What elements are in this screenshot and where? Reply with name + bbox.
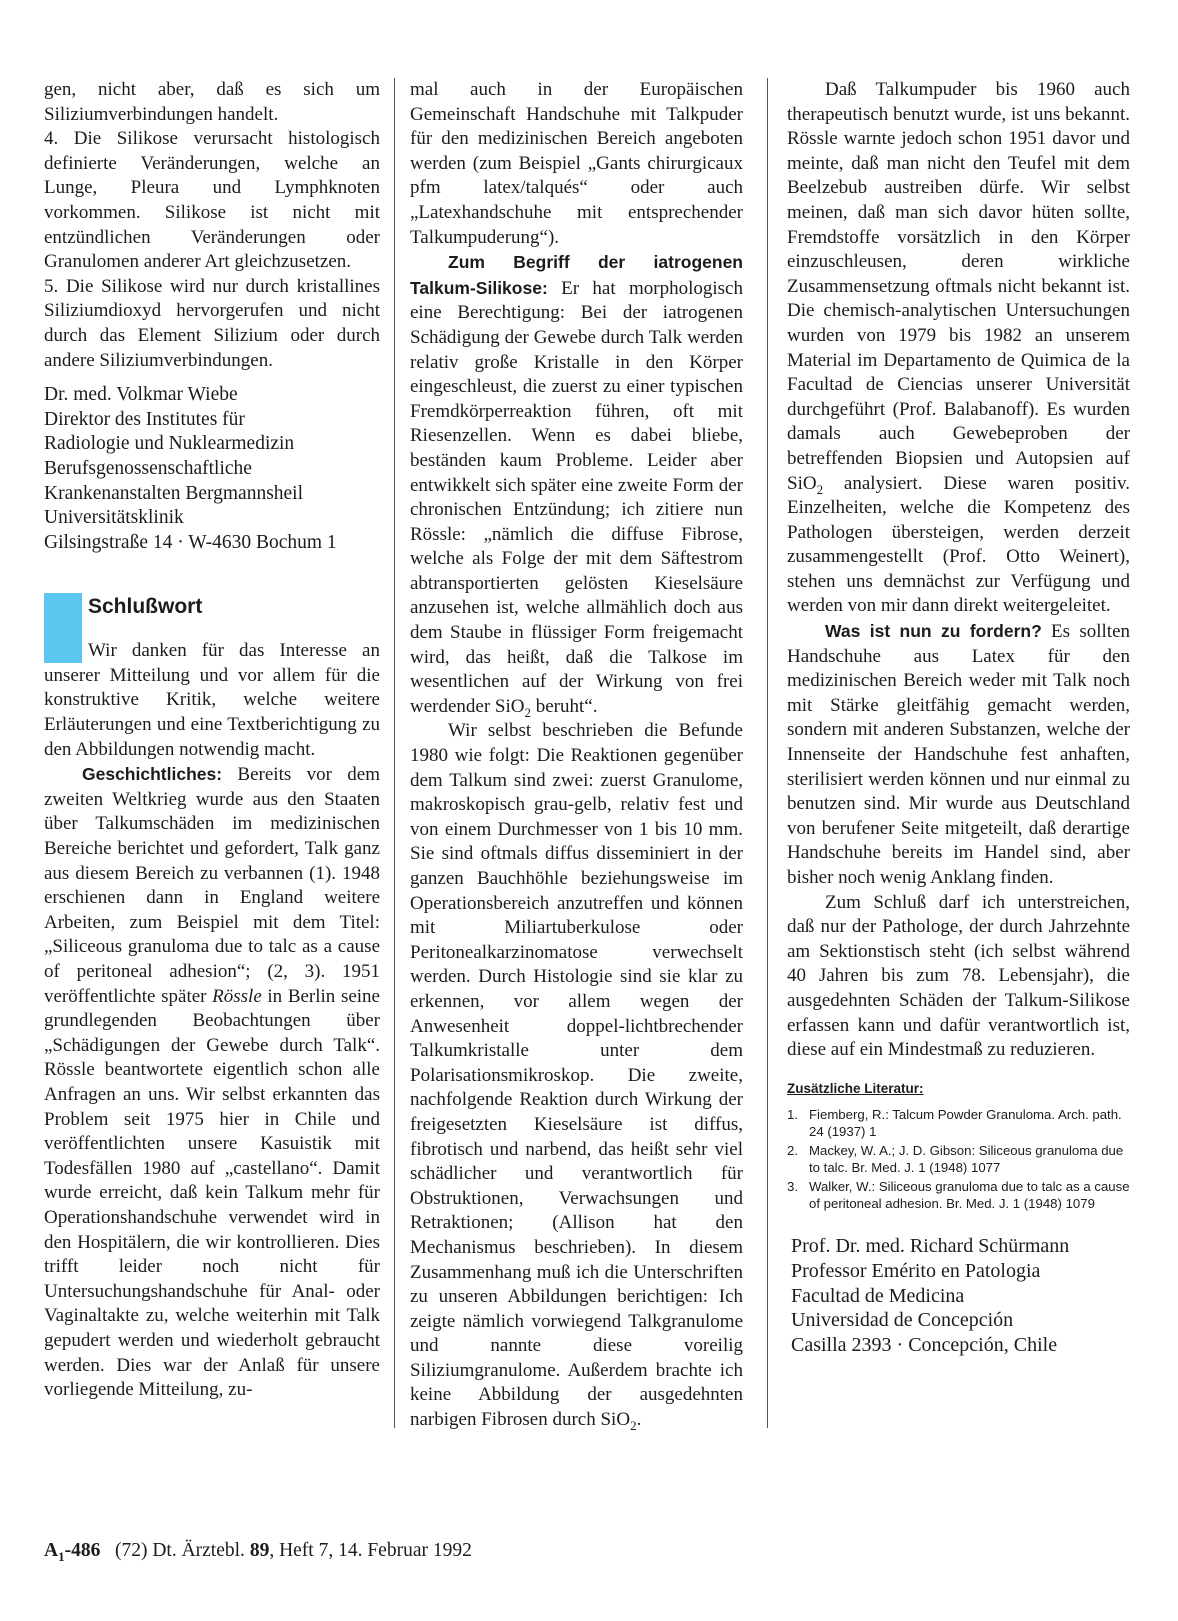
column-2 xyxy=(410,78,743,1433)
reference-text: Walker, W.: Siliceous granuloma due to talc as a cause of peritoneal adhesion. Br. Med. J. 1 (1948) 1079 xyxy=(809,1179,1130,1211)
signature-line: Facultad de Medicina xyxy=(791,1284,965,1307)
signature-line: Dr. med. Volkmar Wiebe xyxy=(44,384,238,406)
signature-line: Universitätsklinik xyxy=(44,507,184,529)
signature-line: Krankenanstalten Bergmannsheil xyxy=(44,482,304,504)
reference-number: 2. xyxy=(787,1143,798,1159)
paragraph: gen, nicht aber, daß es sich um Siliziumverbindungen handelt. xyxy=(44,79,380,125)
references-list xyxy=(787,1107,1130,1212)
paragraph: 5. Die Silikose wird nur durch kristallines Siliziumdioxyd hervorgerufen und nicht durch das Element Silizium oder durch andere Siliziumverbindungen. xyxy=(44,275,380,371)
paragraph: Zum Begriff der iatrogenen Talkum-Silikose: Er hat morphologisch eine Berechtigung: Bei der iatrogenen Schädigung der Gewebe durch Talk werden relativ große Kristalle in den Körper eingeschleust, die zuerst zu einer typischen Fremdkörperreaktion führen, oft mit Riesenzellen. Wenn es dabei bliebe, beständen kaum Probleme. Leider aber entwikkelt sich später eine zweite Form der chronischen Entzündung; ich zitiere nun Rössle: „nämlich die diffuse Fibrose, welche als Folge der mit dem Säftestrom abtransportierten gelösten Kieselsäure anzusehen ist, welche allmählich doch aus dem Staube in flüssiger Form freigemacht wird, das heißt, daß die Talkose im wesentlichen auf der Wirkung von frei werdender SiO$_2$ beruht“. xyxy=(410,252,743,720)
reference-number: 1. xyxy=(787,1107,798,1123)
paragraph: Wir selbst beschrieben die Befunde 1980 wie folgt: Die Reaktionen gegenüber dem Talkum sind zwei: zuerst Granulome, makroskopisch grau-gelb, relativ fest und von einem Durchmesser von 1 bis 10 mm. Sie sind oftmals diffus disseminiert in der ganzen Bauchhöhle beziehungsweise im Operationsbereich anzutreffen und können mit Miliartuberkulose oder Peritonealkarzinomatose verwechselt werden. Durch Histologie sind sie klar zu erkennen, vor allem wegen der Anwesenheit doppel-lichtbrechender Talkumkristalle unter dem Polarisationsmikroskop. Die zweite, nachfolgende Reaktion durch Wirkung der freigesetzten Kieselsäure ist diffus, fibrotisch und narbend, das heißt sehr viel schädlicher und verantwortlich für Obstruktionen, Verwachsungen und Retraktionen; (Allison hat den Mechanismus beschrieben). In diesem Zusammenhang muß ich die Unterschriften zu unseren Abbildungen berichtigen: Ich zeigte nämlich vorwiegend Talkgranulome und nannte diese voreilig Siliziumgranulome. Außerdem brachte ich keine Abbildung der ausgedehnten narbigen Fibrosen durch SiO$_2$. xyxy=(410,720,743,1433)
page-code: $A_1-486$ xyxy=(44,1540,101,1564)
page-footer xyxy=(44,1540,472,1562)
section-heading: Schlußwort xyxy=(88,595,203,619)
references-title: Zusätzliche Literatur: xyxy=(787,1080,924,1096)
run-in-heading: Was ist nun zu fordern? xyxy=(825,621,1042,642)
signature-line: Gilsingstraße 14 · W-4630 Bochum 1 xyxy=(44,531,337,553)
heading-color-block xyxy=(44,593,82,663)
reference-item xyxy=(787,1107,1130,1140)
italic-name: Rössle xyxy=(212,985,262,1007)
run-in-heading: Zum Begriff der iatrogenen Talkum-Silikose: xyxy=(410,252,743,298)
reference-number: 3. xyxy=(787,1179,798,1195)
paragraph: Zum Schluß darf ich unterstreichen, daß nur der Pathologe, der durch Jahrzehnte am Sektionstisch steht (ich selbst während 40 Jahren bis zum 78. Lebensjahr), die ausgedehnten Schäden der Talkum-Silikose erfassen kann und dafür verantwortlich ist, diese auf ein Mindestmaß zu reduzieren. xyxy=(787,891,1130,1061)
paragraph: Geschichtliches: Bereits vor dem zweiten Weltkrieg wurde aus den Staaten über Talkumschäden im medizinischen Bereiche berichtet und gefordert, Talk ganz aus diesem Bereich zu verbannen (1). 1948 erschienen dann in England weitere Arbeiten, zum Beispiel mit dem Titel: „Siliceous granuloma due to talc as a cause of peritoneal adhesion“; (2, 3). 1951 veröffentlichte später Rössle in Berlin seine grundlegenden Beobachtungen über „Schädigungen der Gewebe durch Talk“. Rössle beantwortete eigentlich schon alle Anfragen an uns. Wir selbst erkannten das Problem seit 1975 hier in Chile und veröffentlichten unsere Kasuistik mit Todesfällen 1980 auf „castellano“. Damit wurde erreicht, daß kein Talkum mehr für Operationshandschuhe verwendet wird in den Hospitälern, die wir kontrollieren. Dies trifft leider noch nicht für Untersuchungshandschuhe für Anal- oder Vaginaltakte zu, welche weiterhin mit Talk gepudert werden und wiederholt gebraucht werden. Dies war der Anlaß für unsere vorliegende Mitteilung, zu- xyxy=(44,764,380,1401)
signature-line: Universidad de Concepción xyxy=(791,1309,1014,1332)
column-rule-left xyxy=(394,78,395,1428)
author-signature xyxy=(44,383,380,555)
section-heading-block xyxy=(44,593,380,663)
column-rule-right xyxy=(767,78,768,1428)
paragraph: Wir danken für das Interesse an unserer Mitteilung und vor allem für die konstruktive Kritik, welche weitere Erläuterungen und eine Textberichtigung zu den Abbildungen notwendig macht. xyxy=(44,640,380,760)
signature-line: Radiologie und Nuklearmedizin xyxy=(44,433,295,455)
paragraph: 4. Die Silikose verursacht histologisch definierte Veränderungen, welche an Lunge, Pleura und Lymphknoten vorkommen. Silikose ist nicht mit entzündlichen Veränderungen oder Granulomen anderer Art gleichzusetzen. xyxy=(44,128,380,273)
signature-line: Prof. Dr. med. Richard Schürmann xyxy=(791,1235,1070,1258)
reference-text: Fiemberg, R.: Talcum Powder Granuloma. Arch. path. 24 (1937) 1 xyxy=(809,1107,1122,1139)
signature-line: Berufsgenossenschaftliche xyxy=(44,457,252,479)
reference-text: Mackey, W. A.; J. D. Gibson: Siliceous granuloma due to talc. Br. Med. J. 1 (1948) 1077 xyxy=(809,1143,1124,1175)
signature-line: Casilla 2393 · Concepción, Chile xyxy=(791,1333,1058,1356)
journal-citation: (72) Dt. Ärztebl. 89, Heft 7, 14. Februar 1992 xyxy=(114,1540,472,1561)
reference-item xyxy=(787,1143,1130,1176)
signature-line: Professor Emérito en Patologia xyxy=(791,1259,1041,1282)
column-3 xyxy=(787,78,1130,1357)
run-in-heading: Geschichtliches: xyxy=(82,764,223,785)
column-1 xyxy=(44,78,380,1403)
paragraph: Daß Talkumpuder bis 1960 auch therapeutisch benutzt wurde, ist uns bekannt. Rössle warnte jedoch schon 1951 davor und meinte, daß man nicht den Teufel mit dem Beelzebub austreiben dürfe. Wir selbst meinen, daß man sich davor hüten sollte, Fremdstoffe vorsätzlich in den Körper einzuschleusen, deren wirkliche Zusammensetzung oftmals nicht bekannt ist. Die chemisch-analytischen Untersuchungen wurden von 1979 bis 1982 an unserem Material im Departamento de Quimica de la Facultad de Ciencias unserer Universität durchgeführt (Prof. Balabanoff). Es wurden damals auch Gewebeproben der betreffenden Biopsien und Autopsien auf SiO$_2$ analysiert. Diese waren positiv. Einzelheiten, welche die Kompetenz des Pathologen übersteigen, werden derzeit zusammengestellt (Prof. Otto Weinert), stehen uns demnächst zur Verfügung und werden von mir dann direkt weitergeleitet. xyxy=(787,79,1130,617)
reference-item xyxy=(787,1179,1130,1212)
paragraph: Was ist nun zu fordern? Es sollten Handschuhe aus Latex für den medizinischen Bereich weder mit Talk noch mit Stärke gleitfähig gemacht werden, sondern mit anderen Substanzen, welche der Innenseite der Handschuhe fest anhaften, sterilisiert werden können und nur einmal zu benutzen sind. Mir wurde aus Deutschland von berufener Seite mitgeteilt, daß derartige Handschuhe bereits im Handel sind, aber bisher noch wenig Anklang finden. xyxy=(787,621,1131,888)
signature-line: Direktor des Institutes für xyxy=(44,408,245,430)
paragraph: mal auch in der Europäischen Gemeinschaft Handschuhe mit Talkpuder für den medizinischen Bereich angeboten werden (zum Beispiel „Gants chirurgicaux pfm latex/talqués“ oder auch „Latexhandschuhe mit entsprechender Talkumpuderung“). xyxy=(410,79,743,248)
author-signature xyxy=(787,1234,1130,1357)
